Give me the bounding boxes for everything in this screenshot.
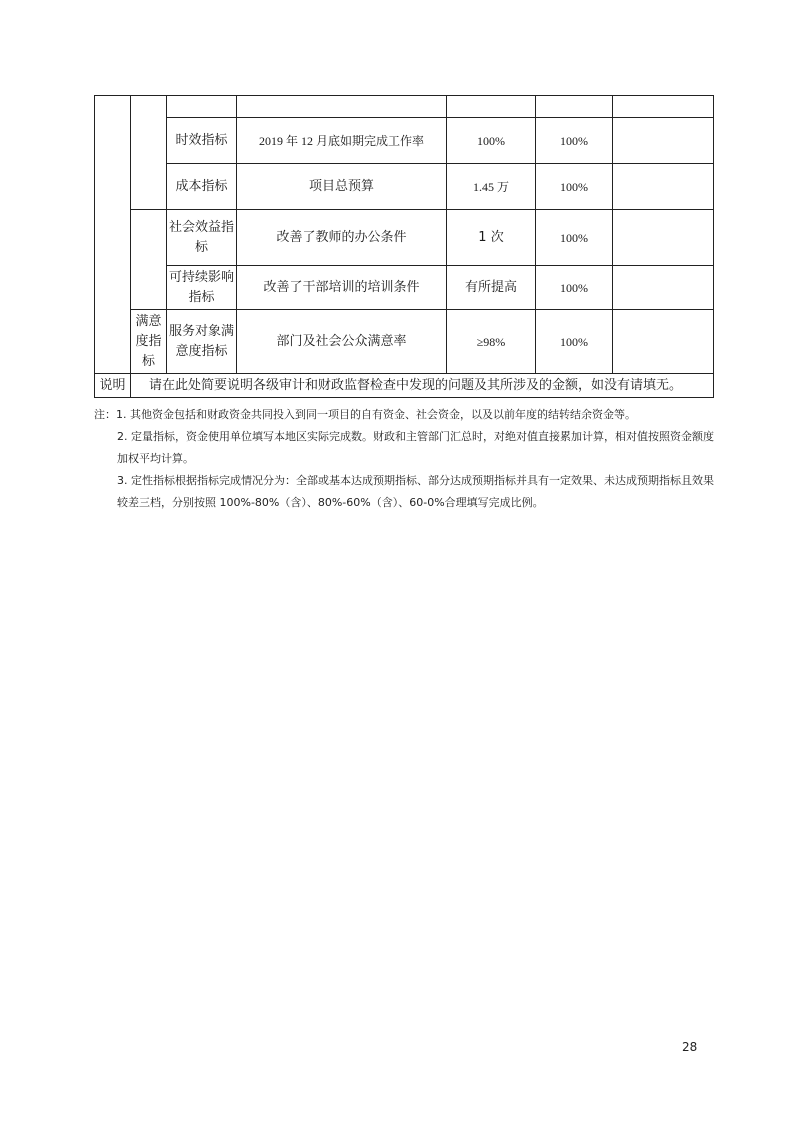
actual-cell: 100% — [536, 118, 613, 164]
target-cell: 1.45 万 — [447, 164, 536, 210]
table-row — [95, 118, 714, 164]
footnotes — [94, 404, 714, 514]
remark-cell — [613, 118, 714, 164]
page-number: 28 — [682, 1040, 698, 1054]
content-cell: 项目总预算 — [237, 164, 447, 210]
indicator-cell — [167, 96, 237, 118]
indicator-cell: 可持续影响指标 — [167, 266, 237, 310]
target-cell: ≥98% — [447, 310, 536, 374]
table-row — [95, 96, 714, 118]
table-row — [95, 210, 714, 266]
indicator-cell: 社会效益指标 — [167, 210, 237, 266]
table-row — [95, 164, 714, 210]
content-cell — [237, 96, 447, 118]
target-cell: 有所提高 — [447, 266, 536, 310]
table-row — [95, 266, 714, 310]
remark-cell — [613, 96, 714, 118]
indicator-cell: 服务对象满意度指标 — [167, 310, 237, 374]
content-cell: 改善了教师的办公条件 — [237, 210, 447, 266]
footnote-1: 注：1. 其他资金包括和财政资金共同投入到同一项目的自有资金、社会资金，以及以前年度的结转结余资金等。 — [94, 408, 636, 421]
effect-category-cell — [131, 210, 167, 310]
remark-cell — [613, 164, 714, 210]
target-cell — [447, 96, 536, 118]
footnote-3: 3. 定性指标根据指标完成情况分为：全部或基本达成预期指标、部分达成预期指标并具有一定效果、未达成预期指标且效果较差三档，分别按照 100%-80%（含）、80%-60%（含）、60-0%合理填写完成比例。 — [117, 474, 714, 509]
content-cell: 改善了干部培训的培训条件 — [237, 266, 447, 310]
explanation-label: 说明 — [95, 374, 131, 398]
table-row — [95, 310, 714, 374]
satisfaction-category-cell: 满意度指标 — [131, 310, 167, 374]
actual-cell: 100% — [536, 164, 613, 210]
outer-left-cell — [95, 96, 131, 374]
target-cell: 100% — [447, 118, 536, 164]
remark-cell — [613, 310, 714, 374]
remark-cell — [613, 210, 714, 266]
target-cell: 1 次 — [447, 210, 536, 266]
performance-table — [94, 95, 714, 398]
content-cell: 部门及社会公众满意率 — [237, 310, 447, 374]
actual-cell — [536, 96, 613, 118]
explanation-row — [95, 374, 714, 398]
indicator-cell: 时效指标 — [167, 118, 237, 164]
sub-category-cell — [131, 96, 167, 210]
explanation-text: 请在此处简要说明各级审计和财政监督检查中发现的问题及其所涉及的金额，如没有请填无。 — [131, 374, 714, 398]
indicator-cell: 成本指标 — [167, 164, 237, 210]
footnote-2: 2. 定量指标，资金使用单位填写本地区实际完成数。财政和主管部门汇总时，对绝对值直接累加计算，相对值按照资金额度加权平均计算。 — [117, 430, 714, 465]
content-cell: 2019 年 12 月底如期完成工作率 — [237, 118, 447, 164]
actual-cell: 100% — [536, 266, 613, 310]
actual-cell: 100% — [536, 210, 613, 266]
actual-cell: 100% — [536, 310, 613, 374]
remark-cell — [613, 266, 714, 310]
